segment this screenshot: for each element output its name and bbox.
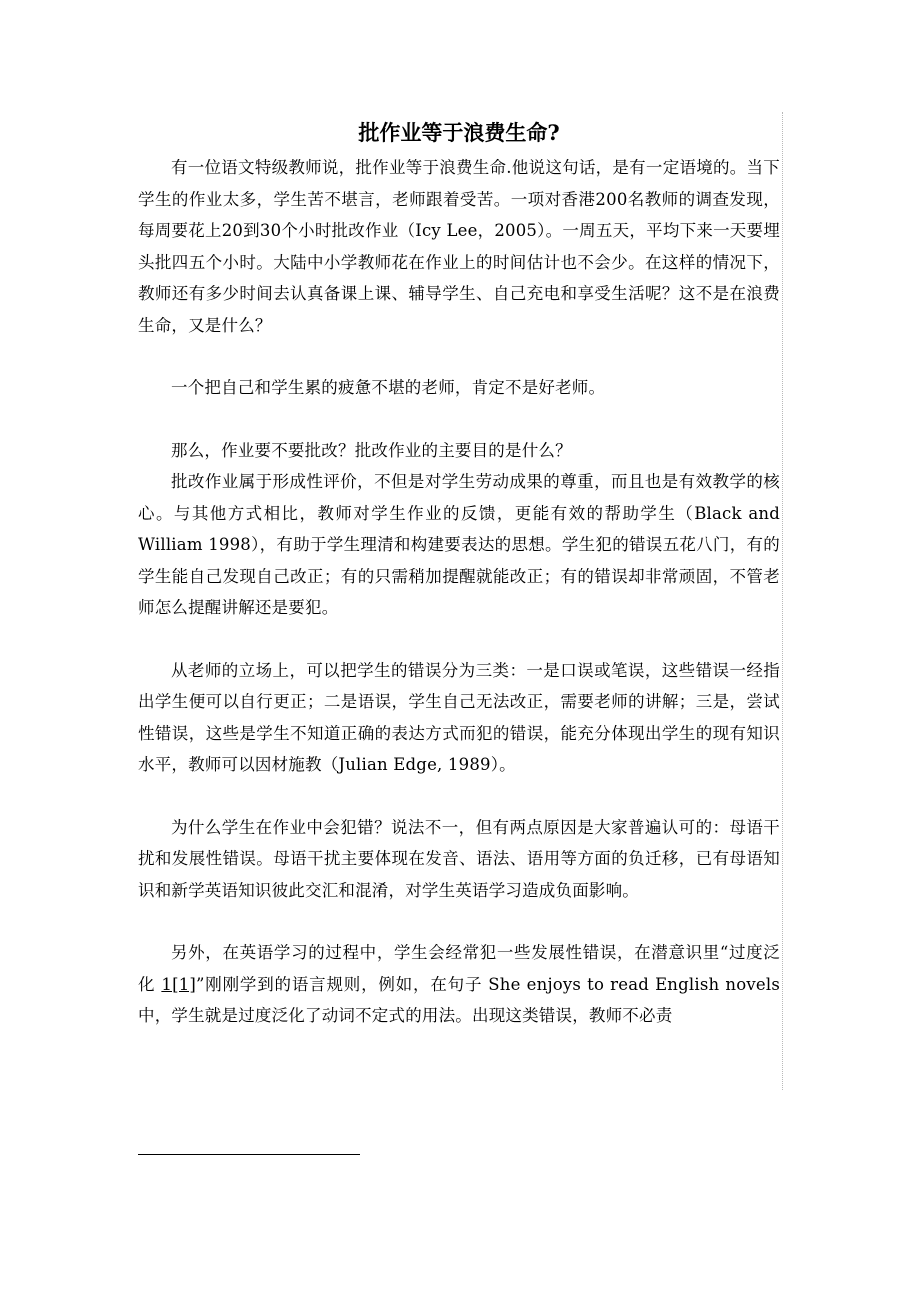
paragraph-question: 那么，作业要不要批改？批改作业的主要目的是什么？	[171, 440, 572, 460]
paragraph-tired-teacher: 一个把自己和学生累的疲惫不堪的老师，肯定不是好老师。	[171, 378, 606, 397]
paragraph-text-before-footnote: 另外，在英语学习的过程中，学生会经常犯一些发展性错误，在潜意识里“过度泛化	[138, 943, 780, 994]
paragraph-intro: 有一位语文特级教师说，批作业等于浪费生命.他说这句话，是有一定语境的。当下学生的作业太多，学生苦不堪言，老师跟着受苦。一项对香港200名教师的调查发现，每周要花上20到30个小时批改作业（Icy Lee，2005）。一周五天，平均下来一天要埋头批四五个小时。大陆中小学教师花在作业上的时间估计也不会少。在这样的情况下，教师还有多少时间去认真备课上课、辅导学生、自己充电和享受生活呢？这不是在浪费生命，又是什么？	[138, 158, 780, 335]
paragraph-error-causes: 为什么学生在作业中会犯错？说法不一，但有两点原因是大家普遍认可的：母语干扰和发展性错误。母语干扰主要体现在发音、语法、语用等方面的负迁移，已有母语知识和新学英语知识彼此交汇和混淆，对学生英语学习造成负面影响。	[138, 817, 780, 900]
document-body	[138, 116, 780, 1032]
footnote-separator	[138, 1154, 360, 1155]
paragraph-formative-assessment: 批改作业属于形成性评价，不但是对学生劳动成果的尊重，而且也是有效教学的核心。与其他方式相比，教师对学生作业的反馈，更能有效的帮助学生（Black and William 1998），有助于学生理清和构建要表达的思想。学生犯的错误五花八门，有的学生能自己发现自己改正；有的只需稍加提醒就能改正；有的错误却非常顽固，不管老师怎么提醒讲解还是要犯。	[138, 472, 780, 617]
paragraph-text-after-footnote: ”刚刚学到的语言规则，例如，在句子 She enjoys to read English novels 中，学生就是过度泛化了动词不定式的用法。出现这类错误，教师不必责	[138, 974, 780, 1025]
document-title: 批作业等于浪费生命?	[358, 120, 560, 145]
paragraph-developmental-errors	[138, 937, 780, 1032]
footnote-reference-link[interactable]: 1[1]	[161, 974, 197, 994]
text-boundary-line	[782, 112, 783, 1090]
paragraph-error-types: 从老师的立场上，可以把学生的错误分为三类：一是口误或笔误，这些错误一经指出学生便可以自行更正；二是语误，学生自己无法改正，需要老师的讲解；三是，尝试性错误，这些是学生不知道正确的表达方式而犯的错误，能充分体现出学生的现有知识水平，教师可以因材施教（Julian Edge, 1989）。	[138, 660, 780, 774]
